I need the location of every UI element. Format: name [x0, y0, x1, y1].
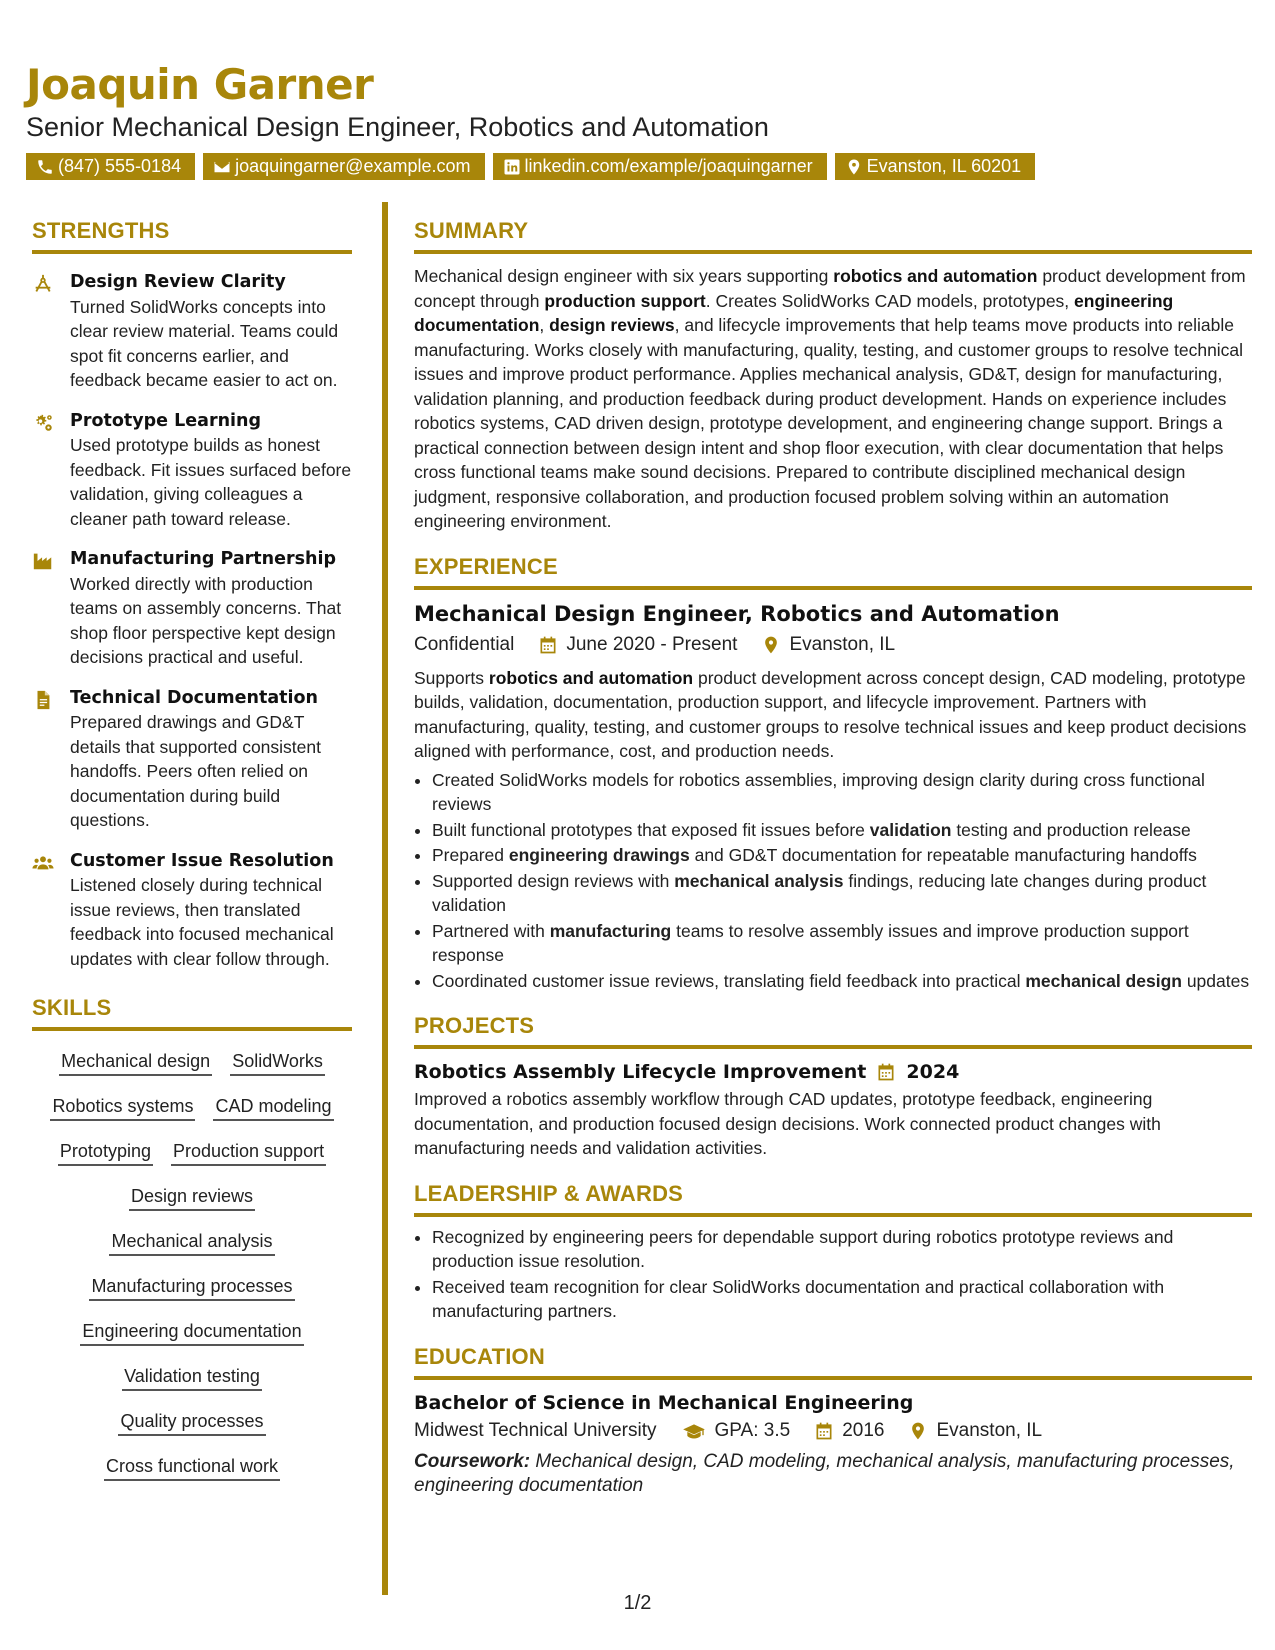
email-text: joaquingarner@example.com	[235, 156, 471, 176]
job-dates: June 2020 - Present	[566, 633, 738, 655]
projects-section	[414, 1013, 1252, 1161]
text-run: . Creates SolidWorks CAD models, prototypes,	[705, 290, 1075, 311]
candidate-name: Joaquin Garner	[26, 60, 374, 109]
skill-tag: Mechanical analysis	[109, 1231, 274, 1256]
text-run: teams to resolve assembly issues and improve production support response	[432, 920, 1189, 965]
industry-icon	[32, 550, 54, 572]
project-year: 2024	[906, 1061, 960, 1083]
text-run: product development from concept through	[414, 266, 1246, 311]
right-column	[414, 218, 1252, 1498]
leadership-section	[414, 1181, 1252, 1324]
projects-heading: PROJECTS	[414, 1013, 1252, 1049]
page-number: 1/2	[623, 1592, 652, 1614]
skill-tag: Cross functional work	[104, 1456, 280, 1481]
text-run: Coordinated customer issue reviews, translating field feedback into practical	[432, 970, 1026, 991]
skill-tag: Prototyping	[58, 1141, 153, 1166]
skill-tag: Mechanical design	[59, 1051, 212, 1076]
skill-tag: Quality processes	[118, 1411, 265, 1436]
skill-tag: SolidWorks	[230, 1051, 325, 1076]
document-icon	[32, 689, 54, 711]
map-pin-icon	[908, 1421, 928, 1441]
skill-tag: Production support	[171, 1141, 326, 1166]
strength-item	[32, 547, 352, 670]
strength-title: Technical Documentation	[70, 687, 319, 708]
text-run: testing and production release	[951, 819, 1191, 840]
column-divider	[382, 202, 388, 1595]
bold-keyword: engineering documentation	[414, 290, 1174, 335]
company-name: Confidential	[414, 633, 515, 655]
email-chip[interactable]	[203, 153, 484, 180]
graduation-year: 2016	[842, 1419, 885, 1441]
list-item	[432, 919, 1252, 968]
job-title: Mechanical Design Engineer, Robotics and Automation	[414, 601, 1060, 626]
skill-tag: Manufacturing processes	[89, 1276, 294, 1301]
text-run: Mechanical design engineer with six years supporting	[414, 266, 834, 286]
gpa: GPA: 3.5	[714, 1419, 791, 1441]
text-run: Built functional prototypes that exposed fit issues before	[432, 819, 870, 840]
school-name: Midwest Technical University	[414, 1419, 657, 1441]
gears-icon	[32, 412, 54, 434]
text-run: and GD&T documentation for repeatable manufacturing handoffs	[689, 845, 1197, 865]
bold-keyword: production support	[544, 290, 706, 311]
envelope-icon	[213, 158, 231, 176]
list-item	[432, 818, 1252, 843]
leadership-heading: LEADERSHIP & AWARDS	[414, 1181, 1252, 1217]
strength-item	[32, 686, 352, 833]
text-run: Prepared	[432, 845, 509, 865]
list-item	[432, 969, 1252, 994]
list-item	[432, 768, 1252, 817]
text-run: ,	[539, 315, 550, 335]
strength-desc: Listened closely during technical issue reviews, then translated feedback into focused mechanical updates with clear follow through.	[70, 875, 334, 969]
map-pin-icon	[845, 158, 863, 176]
strength-title: Design Review Clarity	[70, 272, 286, 292]
strength-title: Prototype Learning	[70, 410, 262, 431]
bold-keyword: manufacturing	[549, 920, 672, 941]
education-heading: EDUCATION	[414, 1344, 1252, 1380]
list-item: • Received team recognition for clear SolidWorks documentation and practical collaboration with manufacturing partners.	[432, 1275, 1252, 1324]
skill-tag: Validation testing	[122, 1366, 262, 1391]
skills-list	[32, 1041, 352, 1491]
degree-title: Bachelor of Science in Mechanical Engineering	[414, 1391, 914, 1414]
skills-heading: SKILLS	[32, 995, 352, 1031]
bold-keyword: validation	[869, 819, 952, 840]
skill-tag: Design reviews	[129, 1186, 255, 1211]
text-run: product development across concept design, CAD modeling, prototype builds, validation, documentation, production support, and lifecycle improvement. Partners with manufacturing, quality, testing, and customer groups to resolve technical issues and keep product decisions aligned with performance, cost, and production needs.	[414, 667, 1247, 761]
education-meta	[414, 1420, 1252, 1442]
experience-heading: EXPERIENCE	[414, 554, 1252, 590]
bold-keyword: design reviews	[549, 315, 675, 335]
strengths-heading: STRENGTHS	[32, 218, 352, 254]
strength-desc: Used prototype builds as honest feedback. Fit issues surfaced before validation, giving colleagues a cleaner path toward release.	[70, 435, 352, 529]
candidate-headline: Senior Mechanical Design Engineer, Robotics and Automation	[26, 112, 769, 142]
project-desc: Improved a robotics assembly workflow through CAD updates, prototype feedback, engineering documentation, and production focused design decisions. Work connected product changes with manufacturing needs and validation activities.	[414, 1089, 1161, 1158]
location-text: Evanston, IL 60201	[866, 156, 1022, 176]
left-column	[32, 218, 352, 1491]
users-icon	[32, 852, 54, 874]
text-run: updates	[1181, 970, 1250, 991]
text-run: Created SolidWorks models for robotics assemblies, improving design clarity during cross functional reviews	[432, 769, 1205, 814]
text-run: , and lifecycle improvements that help teams move products into reliable manufacturing. Works closely with manufacturing, quality, testing, and customer groups to resolve technical issues and improve product performance. Applies mechanical analysis, GD&T, design for manufacturing, validation planning, and production feedback during product development. Hands on experience includes robotics systems, CAD driven design, prototype development, and engineering change support. Brings a practical connection between design intent and shop floor execution, with clear documentation that helps cross functional teams make sound decisions. Prepared to contribute disciplined mechanical design judgment, responsive collaboration, and production focused problem solving within an automation engineering environment.	[414, 315, 1244, 531]
compass-ruler-icon	[32, 273, 54, 295]
education-location: Evanston, IL	[936, 1419, 1043, 1441]
strength-title: Manufacturing Partnership	[70, 549, 336, 569]
leadership-list	[414, 1225, 1252, 1324]
bold-keyword: mechanical design	[1025, 970, 1182, 991]
strength-item	[32, 270, 352, 393]
contact-bar	[26, 153, 1035, 180]
list-item	[432, 869, 1252, 918]
coursework-label: Coursework:	[414, 1450, 531, 1472]
coursework	[414, 1450, 1252, 1498]
linkedin-text: linkedin.com/example/joaquingarner	[524, 156, 813, 176]
project-name: Robotics Assembly Lifecycle Improvement	[414, 1061, 867, 1083]
skill-tag: Robotics systems	[50, 1096, 195, 1121]
phone-text: (847) 555-0184	[58, 156, 182, 176]
strength-desc: Prepared drawings and GD&T details that supported consistent handoffs. Peers often relied on documentation during build questions.	[70, 712, 321, 830]
summary-heading: SUMMARY	[414, 218, 1252, 254]
map-pin-icon	[761, 635, 781, 655]
list-item: • Recognized by engineering peers for dependable support during robotics prototype reviews and production issue resolution.	[432, 1225, 1252, 1274]
job-bullets	[414, 768, 1252, 994]
summary-text	[414, 264, 1252, 534]
phone-chip[interactable]	[26, 153, 195, 180]
calendar-icon	[538, 635, 558, 655]
bold-keyword: robotics and automation	[833, 266, 1038, 286]
project-header	[414, 1061, 1252, 1083]
bold-keyword: mechanical analysis	[674, 870, 844, 891]
skill-tag: CAD modeling	[213, 1096, 333, 1121]
job-intro	[414, 666, 1252, 764]
text-run: Supports	[414, 667, 489, 688]
job-location: Evanston, IL	[789, 633, 896, 655]
education-section	[414, 1344, 1252, 1498]
location-chip[interactable]	[835, 153, 1035, 180]
bold-keyword: robotics and automation	[488, 667, 694, 688]
list-item	[432, 843, 1252, 868]
linkedin-icon	[503, 158, 521, 176]
graduation-cap-icon	[681, 1421, 707, 1441]
strength-desc: Worked directly with production teams on assembly concerns. That shop floor perspective kept design decisions practical and useful.	[70, 573, 342, 667]
text-run: Partnered with	[432, 920, 550, 941]
phone-icon	[36, 158, 54, 176]
text-run: findings, reducing late changes during product validation	[432, 870, 1207, 915]
strength-desc: Turned SolidWorks concepts into clear review material. Teams could spot fit concerns earlier, and feedback became easier to act on.	[70, 296, 339, 390]
job-meta	[414, 634, 1252, 656]
strength-item	[32, 409, 352, 532]
text-run: Supported design reviews with	[432, 870, 675, 891]
linkedin-chip[interactable]	[493, 153, 827, 180]
coursework-text: Mechanical design, CAD modeling, mechanical analysis, manufacturing processes, engineering documentation	[414, 1450, 1235, 1496]
strength-title: Customer Issue Resolution	[70, 850, 334, 871]
skill-tag: Engineering documentation	[80, 1321, 303, 1346]
strength-item	[32, 849, 352, 972]
calendar-icon	[814, 1421, 834, 1441]
calendar-icon	[876, 1062, 896, 1082]
experience-section	[414, 554, 1252, 994]
bold-keyword: engineering drawings	[508, 845, 690, 865]
